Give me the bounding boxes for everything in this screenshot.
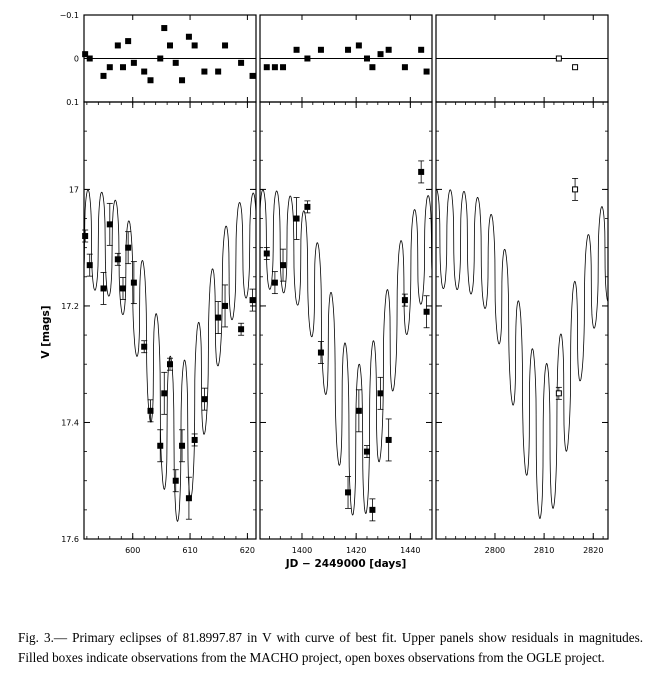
macho-residual	[239, 60, 244, 65]
macho-residual	[216, 69, 221, 74]
macho-residual	[142, 69, 147, 74]
macho-point	[264, 251, 269, 256]
macho-residual	[378, 52, 383, 57]
macho-point	[386, 437, 391, 442]
x-tick-label: 2800	[484, 546, 506, 555]
residual-tick-label: 0.1	[66, 98, 79, 107]
macho-residual	[272, 65, 277, 70]
macho-point	[294, 216, 299, 221]
x-tick-label: 1420	[345, 546, 367, 555]
y-tick-label: 17.6	[61, 535, 79, 544]
macho-point	[216, 315, 221, 320]
macho-residual	[346, 47, 351, 52]
macho-residual	[402, 65, 407, 70]
macho-point	[419, 169, 424, 174]
macho-residual	[148, 78, 153, 83]
macho-residual	[101, 73, 106, 78]
macho-point	[168, 362, 173, 367]
macho-residual	[294, 47, 299, 52]
macho-residual	[120, 65, 125, 70]
macho-residual	[192, 43, 197, 48]
macho-residual	[223, 43, 228, 48]
macho-residual	[115, 43, 120, 48]
macho-point	[186, 496, 191, 501]
macho-point	[281, 263, 286, 268]
light-curve-panel-frame	[84, 102, 256, 539]
macho-residual	[173, 60, 178, 65]
panel-left	[60, 11, 256, 555]
macho-point	[250, 298, 255, 303]
macho-point	[223, 303, 228, 308]
best-fit-curve	[260, 190, 432, 515]
macho-point	[378, 391, 383, 396]
macho-point	[424, 309, 429, 314]
macho-residual	[364, 56, 369, 61]
y-tick-label: 17.4	[61, 418, 79, 428]
macho-point	[402, 298, 407, 303]
macho-residual	[386, 47, 391, 52]
macho-point	[272, 280, 277, 285]
y-tick-label: 17	[68, 185, 79, 195]
macho-point	[87, 263, 92, 268]
light-curve-panel-frame	[436, 102, 608, 539]
y-axis-label: V [mags]	[40, 305, 52, 359]
macho-point	[370, 507, 375, 512]
macho-residual	[281, 65, 286, 70]
caption-text: Fig. 3.— Primary eclipses of 81.8997.87 in V with curve of best fit. Upper panels show residuals in magnitudes. Filled boxes indicate observations from the MACHO project, open boxes observations from the OGLE project.	[18, 630, 643, 665]
residual-tick-label: 0	[73, 54, 79, 64]
macho-point	[120, 286, 125, 291]
macho-residual	[158, 56, 163, 61]
x-tick-label: 2810	[533, 546, 555, 555]
macho-residual	[305, 56, 310, 61]
macho-point	[180, 443, 185, 448]
macho-point	[83, 234, 88, 239]
macho-residual	[107, 65, 112, 70]
macho-residual	[126, 39, 131, 44]
macho-residual	[87, 56, 92, 61]
macho-point	[305, 204, 310, 209]
macho-residual	[419, 47, 424, 52]
x-tick-label: 620	[239, 546, 256, 555]
macho-residual	[318, 47, 323, 52]
macho-residual	[180, 78, 185, 83]
x-tick-label: 610	[182, 546, 198, 555]
macho-residual	[424, 69, 429, 74]
macho-point	[101, 286, 106, 291]
macho-point	[202, 397, 207, 402]
ogle-residual	[573, 65, 578, 70]
macho-point	[126, 245, 131, 250]
panel-middle	[260, 15, 432, 555]
x-tick-label: 1440	[400, 546, 421, 555]
panel-right	[436, 15, 608, 555]
macho-point	[239, 327, 244, 332]
macho-point	[131, 280, 136, 285]
macho-point	[356, 408, 361, 413]
x-tick-label: 1400	[291, 546, 313, 555]
figure-caption	[18, 628, 643, 668]
macho-residual	[186, 34, 191, 39]
x-tick-label: 600	[125, 546, 141, 555]
macho-point	[115, 257, 120, 262]
y-tick-label: 17.2	[61, 301, 79, 311]
residual-tick-label: −0.1	[59, 11, 79, 20]
macho-residual	[202, 69, 207, 74]
best-fit-curve	[436, 190, 608, 519]
ogle-residual	[556, 56, 561, 61]
macho-residual	[131, 60, 136, 65]
macho-residual	[162, 26, 167, 31]
macho-point	[107, 222, 112, 227]
x-axis-label: JD − 2449000 [days]	[285, 558, 407, 570]
macho-point	[364, 449, 369, 454]
x-tick-label: 2820	[583, 546, 604, 555]
macho-residual	[356, 43, 361, 48]
ogle-point	[573, 187, 578, 192]
macho-point	[162, 391, 167, 396]
light-curve-panel-frame	[260, 102, 432, 539]
macho-residual	[370, 65, 375, 70]
macho-residual	[264, 65, 269, 70]
macho-point	[142, 344, 147, 349]
macho-point	[158, 443, 163, 448]
macho-residual	[250, 73, 255, 78]
ogle-point	[556, 391, 561, 396]
macho-point	[148, 408, 153, 413]
macho-point	[318, 350, 323, 355]
macho-point	[173, 478, 178, 483]
macho-point	[346, 490, 351, 495]
macho-residual	[168, 43, 173, 48]
macho-point	[192, 437, 197, 442]
